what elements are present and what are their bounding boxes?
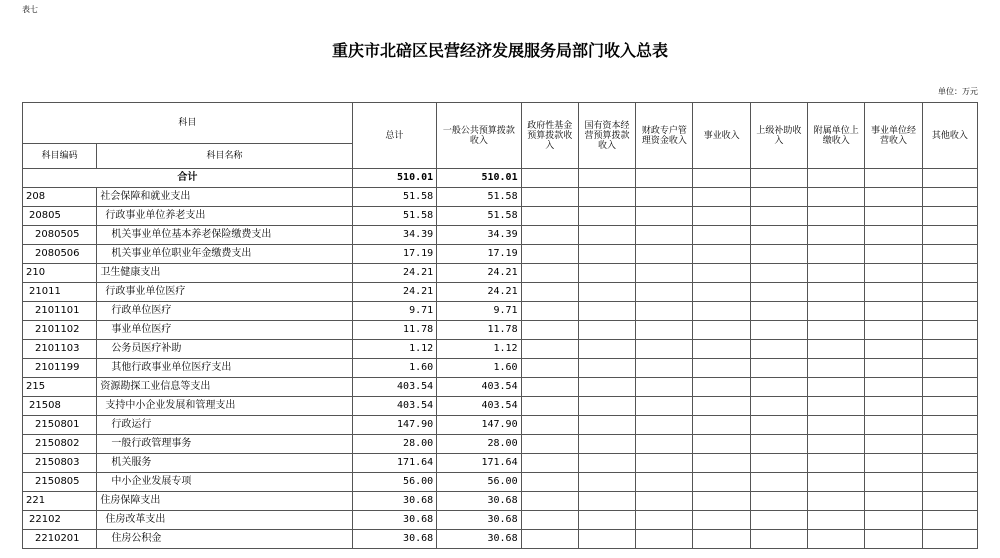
empty-cell bbox=[750, 397, 807, 416]
empty-cell bbox=[578, 226, 635, 245]
empty-cell bbox=[636, 207, 693, 226]
header-state-capital: 国有资本经营预算拨款收入 bbox=[578, 103, 635, 169]
empty-cell bbox=[521, 359, 578, 378]
row-total: 56.00 bbox=[352, 473, 436, 492]
empty-cell bbox=[750, 264, 807, 283]
empty-cell bbox=[578, 207, 635, 226]
empty-cell bbox=[636, 378, 693, 397]
row-total: 51.58 bbox=[352, 207, 436, 226]
row-name: 其他行政事业单位医疗支出 bbox=[97, 359, 352, 378]
header-business: 事业收入 bbox=[693, 103, 750, 169]
empty-cell bbox=[693, 397, 750, 416]
empty-cell bbox=[521, 226, 578, 245]
empty-cell bbox=[808, 264, 865, 283]
row-name: 公务员医疗补助 bbox=[97, 340, 352, 359]
empty-cell bbox=[636, 188, 693, 207]
empty-cell bbox=[865, 416, 922, 435]
row-total: 34.39 bbox=[352, 226, 436, 245]
row-name: 社会保障和就业支出 bbox=[97, 188, 352, 207]
table-row bbox=[23, 435, 978, 454]
row-total: 17.19 bbox=[352, 245, 436, 264]
empty-cell bbox=[808, 359, 865, 378]
empty-cell bbox=[922, 188, 977, 207]
row-code: 21011 bbox=[23, 283, 97, 302]
header-superior-subsidy: 上级补助收入 bbox=[750, 103, 807, 169]
empty-cell bbox=[693, 416, 750, 435]
empty-cell bbox=[808, 340, 865, 359]
table-row bbox=[23, 378, 978, 397]
empty-cell bbox=[578, 397, 635, 416]
table-row bbox=[23, 245, 978, 264]
total-general-value: 510.01 bbox=[437, 169, 521, 188]
row-code: 2150805 bbox=[23, 473, 97, 492]
empty-cell bbox=[865, 378, 922, 397]
total-row bbox=[23, 169, 978, 188]
empty-cell bbox=[922, 530, 977, 549]
empty-cell bbox=[750, 454, 807, 473]
row-general-budget: 51.58 bbox=[437, 207, 521, 226]
empty-cell bbox=[808, 511, 865, 530]
row-total: 30.68 bbox=[352, 492, 436, 511]
row-code: 2150802 bbox=[23, 435, 97, 454]
empty-cell bbox=[750, 283, 807, 302]
empty-cell bbox=[636, 283, 693, 302]
empty-cell bbox=[578, 492, 635, 511]
table-row bbox=[23, 473, 978, 492]
header-fund-budget: 政府性基金预算拨款收入 bbox=[521, 103, 578, 169]
table-row bbox=[23, 321, 978, 340]
empty-cell bbox=[922, 283, 977, 302]
empty-cell bbox=[808, 416, 865, 435]
row-code: 208 bbox=[23, 188, 97, 207]
empty-cell bbox=[693, 530, 750, 549]
empty-cell bbox=[922, 416, 977, 435]
empty-cell bbox=[750, 188, 807, 207]
empty-cell bbox=[521, 454, 578, 473]
empty-cell bbox=[636, 530, 693, 549]
empty-cell bbox=[750, 321, 807, 340]
row-name: 一般行政管理事务 bbox=[97, 435, 352, 454]
row-general-budget: 28.00 bbox=[437, 435, 521, 454]
row-general-budget: 1.60 bbox=[437, 359, 521, 378]
row-name: 支持中小企业发展和管理支出 bbox=[97, 397, 352, 416]
total-value: 510.01 bbox=[352, 169, 436, 188]
page-title: 重庆市北碚区民营经济发展服务局部门收入总表 bbox=[331, 41, 668, 60]
empty-cell bbox=[808, 245, 865, 264]
empty-cell bbox=[750, 435, 807, 454]
empty-cell bbox=[636, 454, 693, 473]
row-name: 资源勘探工业信息等支出 bbox=[97, 378, 352, 397]
row-total: 51.58 bbox=[352, 188, 436, 207]
empty-cell bbox=[750, 473, 807, 492]
empty-cell bbox=[865, 283, 922, 302]
empty-cell bbox=[808, 454, 865, 473]
empty-cell bbox=[922, 207, 977, 226]
empty-cell bbox=[750, 492, 807, 511]
table-row bbox=[23, 416, 978, 435]
empty-cell bbox=[922, 226, 977, 245]
row-name: 机关事业单位基本养老保险缴费支出 bbox=[97, 226, 352, 245]
empty-cell bbox=[865, 530, 922, 549]
empty-cell bbox=[865, 264, 922, 283]
row-total: 24.21 bbox=[352, 264, 436, 283]
table-row bbox=[23, 226, 978, 245]
empty-cell bbox=[808, 302, 865, 321]
empty-cell bbox=[521, 530, 578, 549]
row-code: 215 bbox=[23, 378, 97, 397]
row-general-budget: 30.68 bbox=[437, 530, 521, 549]
row-name: 行政事业单位养老支出 bbox=[97, 207, 352, 226]
empty-cell bbox=[578, 359, 635, 378]
empty-cell bbox=[865, 321, 922, 340]
empty-cell bbox=[750, 511, 807, 530]
table-row bbox=[23, 530, 978, 549]
empty-cell bbox=[693, 473, 750, 492]
empty-cell bbox=[693, 264, 750, 283]
empty-cell bbox=[521, 245, 578, 264]
empty-cell bbox=[521, 302, 578, 321]
empty-cell bbox=[865, 454, 922, 473]
row-total: 11.78 bbox=[352, 321, 436, 340]
header-total: 总计 bbox=[352, 103, 436, 169]
row-code: 20805 bbox=[23, 207, 97, 226]
empty-cell bbox=[636, 435, 693, 454]
empty-cell bbox=[750, 530, 807, 549]
table-row bbox=[23, 207, 978, 226]
table-row bbox=[23, 511, 978, 530]
empty-cell bbox=[865, 511, 922, 530]
empty-cell bbox=[521, 283, 578, 302]
empty-cell bbox=[578, 473, 635, 492]
empty-cell bbox=[808, 397, 865, 416]
empty-cell bbox=[693, 435, 750, 454]
empty-cell bbox=[922, 359, 977, 378]
empty-cell bbox=[922, 264, 977, 283]
row-general-budget: 30.68 bbox=[437, 511, 521, 530]
empty-cell bbox=[865, 302, 922, 321]
row-total: 9.71 bbox=[352, 302, 436, 321]
empty-cell bbox=[693, 302, 750, 321]
empty-cell bbox=[578, 302, 635, 321]
empty-cell bbox=[521, 397, 578, 416]
row-name: 行政单位医疗 bbox=[97, 302, 352, 321]
empty-cell bbox=[636, 397, 693, 416]
empty-cell bbox=[750, 340, 807, 359]
empty-cell bbox=[808, 283, 865, 302]
row-total: 24.21 bbox=[352, 283, 436, 302]
empty-cell bbox=[808, 207, 865, 226]
empty-cell bbox=[693, 207, 750, 226]
row-name: 住房改革支出 bbox=[97, 511, 352, 530]
empty-cell bbox=[636, 492, 693, 511]
row-general-budget: 9.71 bbox=[437, 302, 521, 321]
row-total: 171.64 bbox=[352, 454, 436, 473]
empty-cell bbox=[693, 511, 750, 530]
header-subject: 科目 bbox=[23, 103, 353, 144]
table-row bbox=[23, 302, 978, 321]
table-row bbox=[23, 454, 978, 473]
empty-cell bbox=[521, 207, 578, 226]
empty-cell bbox=[922, 340, 977, 359]
header-operating: 事业单位经营收入 bbox=[865, 103, 922, 169]
row-general-budget: 147.90 bbox=[437, 416, 521, 435]
empty-cell bbox=[636, 473, 693, 492]
empty-cell bbox=[750, 207, 807, 226]
row-total: 403.54 bbox=[352, 397, 436, 416]
row-general-budget: 403.54 bbox=[437, 378, 521, 397]
empty-cell bbox=[922, 397, 977, 416]
empty-cell bbox=[865, 226, 922, 245]
total-label: 合计 bbox=[23, 169, 353, 188]
empty-cell bbox=[865, 492, 922, 511]
row-name: 卫生健康支出 bbox=[97, 264, 352, 283]
empty-cell bbox=[693, 226, 750, 245]
empty-cell bbox=[636, 321, 693, 340]
header-code: 科目编码 bbox=[23, 144, 97, 169]
row-total: 28.00 bbox=[352, 435, 436, 454]
row-name: 机关服务 bbox=[97, 454, 352, 473]
empty-cell bbox=[922, 378, 977, 397]
table-number-label: 表七 bbox=[22, 5, 38, 14]
empty-cell bbox=[578, 435, 635, 454]
row-general-budget: 51.58 bbox=[437, 188, 521, 207]
table-row bbox=[23, 397, 978, 416]
empty-cell bbox=[808, 188, 865, 207]
empty-cell bbox=[693, 283, 750, 302]
empty-cell bbox=[922, 511, 977, 530]
row-general-budget: 24.21 bbox=[437, 264, 521, 283]
header-other: 其他收入 bbox=[922, 103, 977, 169]
empty-cell bbox=[808, 435, 865, 454]
empty-cell bbox=[521, 340, 578, 359]
row-code: 2080506 bbox=[23, 245, 97, 264]
row-general-budget: 30.68 bbox=[437, 492, 521, 511]
row-code: 210 bbox=[23, 264, 97, 283]
row-total: 403.54 bbox=[352, 378, 436, 397]
empty-cell bbox=[865, 359, 922, 378]
row-name: 事业单位医疗 bbox=[97, 321, 352, 340]
row-total: 30.68 bbox=[352, 511, 436, 530]
row-name: 住房公积金 bbox=[97, 530, 352, 549]
row-total: 1.12 bbox=[352, 340, 436, 359]
empty-cell bbox=[865, 397, 922, 416]
row-code: 2101199 bbox=[23, 359, 97, 378]
empty-cell bbox=[521, 511, 578, 530]
empty-cell bbox=[578, 264, 635, 283]
empty-cell bbox=[636, 340, 693, 359]
empty-cell bbox=[578, 283, 635, 302]
empty-cell bbox=[750, 302, 807, 321]
empty-cell bbox=[521, 378, 578, 397]
empty-cell bbox=[636, 416, 693, 435]
empty-cell bbox=[578, 188, 635, 207]
row-code: 2150801 bbox=[23, 416, 97, 435]
empty-cell bbox=[922, 245, 977, 264]
empty-cell bbox=[922, 321, 977, 340]
empty-cell bbox=[578, 245, 635, 264]
row-code: 221 bbox=[23, 492, 97, 511]
row-code: 2210201 bbox=[23, 530, 97, 549]
empty-cell bbox=[808, 378, 865, 397]
empty-cell bbox=[750, 245, 807, 264]
empty-cell bbox=[865, 245, 922, 264]
empty-cell bbox=[521, 321, 578, 340]
row-general-budget: 403.54 bbox=[437, 397, 521, 416]
empty-cell bbox=[693, 188, 750, 207]
header-name: 科目名称 bbox=[97, 144, 352, 169]
empty-cell bbox=[636, 245, 693, 264]
empty-cell bbox=[808, 473, 865, 492]
empty-cell bbox=[521, 435, 578, 454]
empty-cell bbox=[865, 340, 922, 359]
empty-cell bbox=[636, 511, 693, 530]
row-name: 住房保障支出 bbox=[97, 492, 352, 511]
empty-cell bbox=[521, 188, 578, 207]
header-general-budget: 一般公共预算拨款收入 bbox=[437, 103, 521, 169]
table-row bbox=[23, 188, 978, 207]
header-special-fund: 财政专户管理资金收入 bbox=[636, 103, 693, 169]
row-name: 中小企业发展专项 bbox=[97, 473, 352, 492]
row-total: 147.90 bbox=[352, 416, 436, 435]
empty-cell bbox=[578, 530, 635, 549]
empty-cell bbox=[578, 340, 635, 359]
table-row bbox=[23, 340, 978, 359]
empty-cell bbox=[693, 492, 750, 511]
row-code: 22102 bbox=[23, 511, 97, 530]
empty-cell bbox=[922, 454, 977, 473]
row-general-budget: 56.00 bbox=[437, 473, 521, 492]
unit-label: 单位：万元 bbox=[938, 87, 978, 96]
row-general-budget: 34.39 bbox=[437, 226, 521, 245]
empty-cell bbox=[521, 492, 578, 511]
header-affiliated: 附属单位上缴收入 bbox=[808, 103, 865, 169]
empty-cell bbox=[922, 435, 977, 454]
row-code: 2080505 bbox=[23, 226, 97, 245]
empty-cell bbox=[578, 378, 635, 397]
empty-cell bbox=[578, 416, 635, 435]
row-code: 2101103 bbox=[23, 340, 97, 359]
row-name: 行政事业单位医疗 bbox=[97, 283, 352, 302]
empty-cell bbox=[636, 226, 693, 245]
empty-cell bbox=[578, 454, 635, 473]
empty-cell bbox=[808, 530, 865, 549]
empty-cell bbox=[578, 511, 635, 530]
table-row bbox=[23, 283, 978, 302]
empty-cell bbox=[865, 188, 922, 207]
empty-cell bbox=[693, 359, 750, 378]
empty-cell bbox=[578, 321, 635, 340]
empty-cell bbox=[808, 321, 865, 340]
row-general-budget: 24.21 bbox=[437, 283, 521, 302]
row-name: 行政运行 bbox=[97, 416, 352, 435]
row-code: 2150803 bbox=[23, 454, 97, 473]
table-row bbox=[23, 359, 978, 378]
empty-cell bbox=[750, 226, 807, 245]
empty-cell bbox=[922, 492, 977, 511]
empty-cell bbox=[521, 473, 578, 492]
empty-cell bbox=[922, 473, 977, 492]
empty-cell bbox=[636, 359, 693, 378]
row-name: 机关事业单位职业年金缴费支出 bbox=[97, 245, 352, 264]
row-general-budget: 1.12 bbox=[437, 340, 521, 359]
row-general-budget: 171.64 bbox=[437, 454, 521, 473]
empty-cell bbox=[808, 492, 865, 511]
empty-cell bbox=[693, 245, 750, 264]
table-row bbox=[23, 492, 978, 511]
row-total: 30.68 bbox=[352, 530, 436, 549]
row-code: 2101102 bbox=[23, 321, 97, 340]
row-total: 1.60 bbox=[352, 359, 436, 378]
empty-cell bbox=[693, 340, 750, 359]
empty-cell bbox=[865, 435, 922, 454]
empty-cell bbox=[922, 302, 977, 321]
empty-cell bbox=[693, 321, 750, 340]
empty-cell bbox=[865, 473, 922, 492]
empty-cell bbox=[636, 302, 693, 321]
empty-cell bbox=[693, 454, 750, 473]
row-general-budget: 11.78 bbox=[437, 321, 521, 340]
empty-cell bbox=[636, 264, 693, 283]
row-general-budget: 17.19 bbox=[437, 245, 521, 264]
empty-cell bbox=[865, 207, 922, 226]
empty-cell bbox=[808, 226, 865, 245]
empty-cell bbox=[693, 378, 750, 397]
empty-cell bbox=[521, 264, 578, 283]
income-summary-table bbox=[22, 102, 978, 549]
empty-cell bbox=[750, 378, 807, 397]
table-row bbox=[23, 264, 978, 283]
empty-cell bbox=[521, 416, 578, 435]
empty-cell bbox=[750, 416, 807, 435]
row-code: 2101101 bbox=[23, 302, 97, 321]
row-code: 21508 bbox=[23, 397, 97, 416]
empty-cell bbox=[750, 359, 807, 378]
